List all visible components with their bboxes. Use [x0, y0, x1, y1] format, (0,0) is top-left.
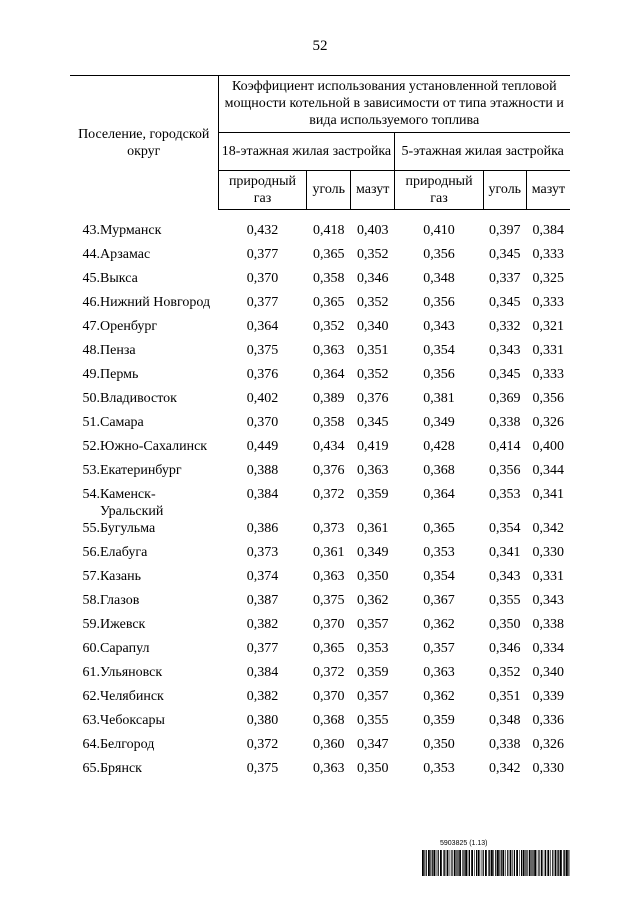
coefficient-value: 0,372	[313, 486, 345, 502]
row-number: 46.	[82, 294, 100, 310]
coefficient-value: 0,428	[423, 438, 455, 454]
coefficient-value: 0,337	[489, 270, 521, 286]
coefficient-value: 0,369	[489, 390, 521, 406]
settlement-name: Пермь	[100, 366, 139, 382]
coefficient-value: 0,356	[423, 366, 455, 382]
coefficient-value: 0,358	[313, 270, 345, 286]
coefficient-value: 0,432	[246, 222, 279, 238]
coefficient-value: 0,365	[313, 294, 345, 310]
row-number: 53.	[82, 462, 100, 478]
coefficient-value: 0,419	[356, 438, 389, 454]
row-number: 59.	[82, 616, 100, 632]
coefficient-value: 0,344	[532, 462, 564, 478]
coefficient-value: 0,349	[423, 414, 455, 430]
coefficient-value: 0,352	[356, 366, 389, 382]
coefficient-value: 0,434	[313, 438, 345, 454]
settlement-name: Чебоксары	[100, 712, 165, 728]
settlement-name: Челябинск	[100, 688, 164, 704]
table-row	[70, 318, 570, 342]
coefficient-value: 0,375	[313, 592, 345, 608]
row-number: 43.	[82, 222, 100, 238]
coefficient-value: 0,368	[313, 712, 345, 728]
row-number: 44.	[82, 246, 100, 262]
coefficient-value: 0,341	[489, 544, 521, 560]
table-row	[70, 462, 570, 486]
coefficient-value: 0,361	[356, 520, 389, 536]
coefficient-value: 0,397	[489, 222, 521, 238]
coefficient-value: 0,402	[246, 390, 279, 406]
coefficient-value: 0,362	[356, 592, 389, 608]
coefficient-value: 0,361	[313, 544, 345, 560]
coefficient-value: 0,449	[246, 438, 279, 454]
coefficient-value: 0,334	[532, 640, 564, 656]
settlement-name: Бугульма	[100, 520, 156, 536]
table-row	[70, 616, 570, 640]
coefficient-value: 0,367	[423, 592, 455, 608]
coefficient-value: 0,357	[423, 640, 455, 656]
coefficient-value: 0,377	[246, 640, 279, 656]
row-number: 58.	[82, 592, 100, 608]
page-number: 52	[312, 38, 328, 54]
coefficient-value: 0,330	[532, 544, 564, 560]
settlement-name: Владивосток	[100, 390, 177, 406]
coefficient-value: 0,359	[356, 486, 389, 502]
fuel-header: природный газ	[395, 171, 483, 209]
coefficient-value: 0,338	[489, 414, 521, 430]
coefficient-value: 0,355	[489, 592, 521, 608]
coefficient-value: 0,410	[423, 222, 455, 238]
table-row	[70, 592, 570, 616]
coefficient-value: 0,343	[532, 592, 564, 608]
coefficient-value: 0,345	[356, 414, 389, 430]
coefficient-value: 0,375	[246, 760, 279, 776]
coefficient-value: 0,333	[532, 246, 564, 262]
coefficient-value: 0,384	[246, 664, 279, 680]
barcode-image	[422, 850, 570, 876]
coefficient-value: 0,350	[423, 736, 455, 752]
coefficient-value: 0,354	[489, 520, 521, 536]
coefficient-value: 0,364	[313, 366, 345, 382]
barcode-number: 5903825 (1.13)	[440, 840, 488, 847]
coefficient-value: 0,331	[532, 342, 564, 358]
coefficient-value: 0,349	[356, 544, 389, 560]
coefficient-header: Коэффициент использования установленной тепловой мощности котельной в зависимости от типа этажности и вида используемого топлива	[218, 76, 570, 133]
coefficient-value: 0,356	[423, 246, 455, 262]
coefficient-value: 0,382	[246, 616, 279, 632]
settlement-name: Ульяновск	[100, 664, 163, 680]
coefficient-value: 0,364	[246, 318, 279, 334]
fuel-header: уголь	[483, 171, 526, 209]
table-row	[70, 712, 570, 736]
coefficient-value: 0,403	[356, 222, 389, 238]
coefficient-value: 0,386	[246, 520, 279, 536]
settlement-name: Южно-Сахалинск	[100, 438, 208, 454]
fuel-header: мазут	[526, 171, 570, 209]
table-row	[70, 294, 570, 318]
coefficient-value: 0,342	[532, 520, 564, 536]
settlement-name: Брянск	[100, 760, 142, 776]
settlement-name: Казань	[100, 568, 141, 584]
table-row	[70, 520, 570, 544]
coefficient-value: 0,358	[313, 414, 345, 430]
settlement-name: Оренбург	[100, 318, 158, 334]
coefficient-value: 0,363	[313, 568, 345, 584]
coefficient-value: 0,368	[423, 462, 455, 478]
coefficient-value: 0,346	[356, 270, 389, 286]
coefficient-value: 0,348	[489, 712, 521, 728]
table-row	[70, 390, 570, 414]
settlement-name: Елабуга	[100, 544, 148, 560]
table-row	[70, 486, 570, 520]
table-row	[70, 366, 570, 390]
coefficient-value: 0,345	[489, 294, 521, 310]
coefficient-value: 0,321	[532, 318, 564, 334]
row-number: 56.	[82, 544, 100, 560]
coefficient-value: 0,356	[423, 294, 455, 310]
coefficient-value: 0,332	[489, 318, 521, 334]
settlement-name: Ижевск	[100, 616, 146, 632]
coefficient-value: 0,377	[246, 246, 279, 262]
coefficient-value: 0,339	[532, 688, 564, 704]
coefficient-value: 0,331	[532, 568, 564, 584]
table-row	[70, 414, 570, 438]
coefficient-value: 0,352	[489, 664, 521, 680]
table-row	[70, 760, 570, 784]
coefficient-value: 0,345	[489, 366, 521, 382]
coefficient-value: 0,350	[356, 568, 389, 584]
coefficient-value: 0,343	[489, 342, 521, 358]
coefficient-value: 0,365	[423, 520, 455, 536]
coefficient-value: 0,356	[532, 390, 564, 406]
coefficient-value: 0,353	[489, 486, 521, 502]
coefficient-value: 0,372	[246, 736, 279, 752]
coefficient-value: 0,365	[313, 640, 345, 656]
coefficient-value: 0,348	[423, 270, 455, 286]
coefficient-value: 0,364	[423, 486, 455, 502]
fuel-header: уголь	[307, 171, 351, 209]
coefficient-value: 0,384	[246, 486, 279, 502]
coefficient-value: 0,347	[356, 736, 389, 752]
settlement-name: Нижний Новгород	[100, 294, 211, 310]
coefficient-value: 0,353	[423, 760, 455, 776]
coefficient-value: 0,341	[532, 486, 564, 502]
coefficient-value: 0,370	[313, 688, 345, 704]
row-number: 57.	[82, 568, 100, 584]
coefficient-value: 0,387	[246, 592, 279, 608]
coefficient-value: 0,336	[532, 712, 564, 728]
coefficient-value: 0,373	[246, 544, 279, 560]
coefficient-value: 0,359	[356, 664, 389, 680]
coefficient-value: 0,340	[532, 664, 564, 680]
coefficient-value: 0,326	[532, 414, 564, 430]
coefficient-value: 0,376	[313, 462, 345, 478]
coefficient-value: 0,340	[356, 318, 389, 334]
coefficient-value: 0,370	[246, 270, 279, 286]
coefficient-value: 0,363	[356, 462, 389, 478]
table-row	[70, 342, 570, 366]
coefficient-value: 0,362	[423, 616, 455, 632]
coefficient-value: 0,342	[489, 760, 521, 776]
table-row	[70, 664, 570, 688]
settlement-name: Мурманск	[100, 222, 162, 238]
coefficient-value: 0,380	[246, 712, 279, 728]
settlement-name: Пенза	[100, 342, 136, 358]
coefficient-value: 0,343	[489, 568, 521, 584]
coefficient-value: 0,351	[356, 342, 389, 358]
row-number: 51.	[82, 414, 100, 430]
row-number: 54.	[82, 486, 100, 502]
coefficient-value: 0,370	[313, 616, 345, 632]
coefficient-value: 0,356	[489, 462, 521, 478]
coefficient-value: 0,330	[532, 760, 564, 776]
table-row	[70, 544, 570, 568]
coefficient-value: 0,363	[313, 342, 345, 358]
table-row	[70, 222, 570, 246]
coefficient-value: 0,352	[356, 294, 389, 310]
row-number: 47.	[82, 318, 100, 334]
coefficient-value: 0,350	[356, 760, 389, 776]
coefficient-value: 0,359	[423, 712, 455, 728]
row-number: 61.	[82, 664, 100, 680]
coefficient-value: 0,365	[313, 246, 345, 262]
coefficient-value: 0,354	[423, 342, 455, 358]
coefficient-value: 0,418	[313, 222, 345, 238]
table-row	[70, 736, 570, 760]
coefficient-value: 0,389	[313, 390, 345, 406]
table-row	[70, 640, 570, 664]
coefficient-value: 0,333	[532, 294, 564, 310]
coefficient-value: 0,377	[246, 294, 279, 310]
coefficient-value: 0,354	[423, 568, 455, 584]
coefficient-value: 0,338	[489, 736, 521, 752]
settlement-name: Арзамас	[100, 246, 151, 262]
coefficient-value: 0,360	[313, 736, 345, 752]
coefficient-value: 0,357	[356, 688, 389, 704]
settlement-name: Белгород	[100, 736, 155, 752]
table-row	[70, 270, 570, 294]
settlement-name: Самара	[100, 414, 144, 430]
coefficient-value: 0,376	[246, 366, 279, 382]
group-5-header: 5-этажная жилая застройка	[395, 132, 570, 170]
coefficient-value: 0,382	[246, 688, 279, 704]
row-number: 65.	[82, 760, 100, 776]
settlement-name: Екатеринбург	[100, 462, 182, 478]
row-number: 55.	[82, 520, 100, 536]
coefficient-value: 0,373	[313, 520, 345, 536]
coefficient-value: 0,374	[246, 568, 279, 584]
settlement-name: Выкса	[100, 270, 138, 286]
coefficient-value: 0,388	[246, 462, 279, 478]
coefficient-value: 0,362	[423, 688, 455, 704]
row-number: 49.	[82, 366, 100, 382]
row-number: 45.	[82, 270, 100, 286]
settlement-name: Глазов	[100, 592, 140, 608]
coefficient-value: 0,352	[313, 318, 345, 334]
coefficient-value: 0,370	[246, 414, 279, 430]
table-row	[70, 246, 570, 270]
coefficient-value: 0,325	[532, 270, 564, 286]
coefficient-table	[70, 75, 570, 784]
table-row	[70, 688, 570, 712]
coefficient-value: 0,363	[423, 664, 455, 680]
row-number: 62.	[82, 688, 100, 704]
coefficient-value: 0,353	[356, 640, 389, 656]
settlement-name: Сарапул	[100, 640, 150, 656]
row-number: 64.	[82, 736, 100, 752]
coefficient-value: 0,353	[423, 544, 455, 560]
settlement-name: Каменск-Уральский	[100, 486, 164, 519]
coefficient-value: 0,357	[356, 616, 389, 632]
coefficient-value: 0,381	[423, 390, 455, 406]
table-row	[70, 438, 570, 462]
coefficient-value: 0,333	[532, 366, 564, 382]
coefficient-value: 0,352	[356, 246, 389, 262]
row-number: 50.	[82, 390, 100, 406]
coefficient-value: 0,355	[356, 712, 389, 728]
fuel-header: мазут	[351, 171, 395, 209]
coefficient-value: 0,326	[532, 736, 564, 752]
coefficient-value: 0,414	[489, 438, 521, 454]
table-row	[70, 568, 570, 592]
group-18-header: 18-этажная жилая застройка	[218, 132, 395, 170]
coefficient-value: 0,343	[423, 318, 455, 334]
coefficient-value: 0,376	[356, 390, 389, 406]
settlement-header: Поселение, городской округ	[70, 76, 218, 210]
coefficient-value: 0,375	[246, 342, 279, 358]
coefficient-value: 0,363	[313, 760, 345, 776]
row-number: 52.	[82, 438, 100, 454]
fuel-header: природный газ	[218, 171, 307, 209]
row-number: 60.	[82, 640, 100, 656]
coefficient-value: 0,338	[532, 616, 564, 632]
coefficient-value: 0,400	[532, 438, 564, 454]
coefficient-value: 0,346	[489, 640, 521, 656]
coefficient-value: 0,350	[489, 616, 521, 632]
coefficient-value: 0,372	[313, 664, 345, 680]
row-number: 63.	[82, 712, 100, 728]
coefficient-value: 0,351	[489, 688, 521, 704]
row-number: 48.	[82, 342, 100, 358]
coefficient-value: 0,345	[489, 246, 521, 262]
coefficient-value: 0,384	[532, 222, 564, 238]
